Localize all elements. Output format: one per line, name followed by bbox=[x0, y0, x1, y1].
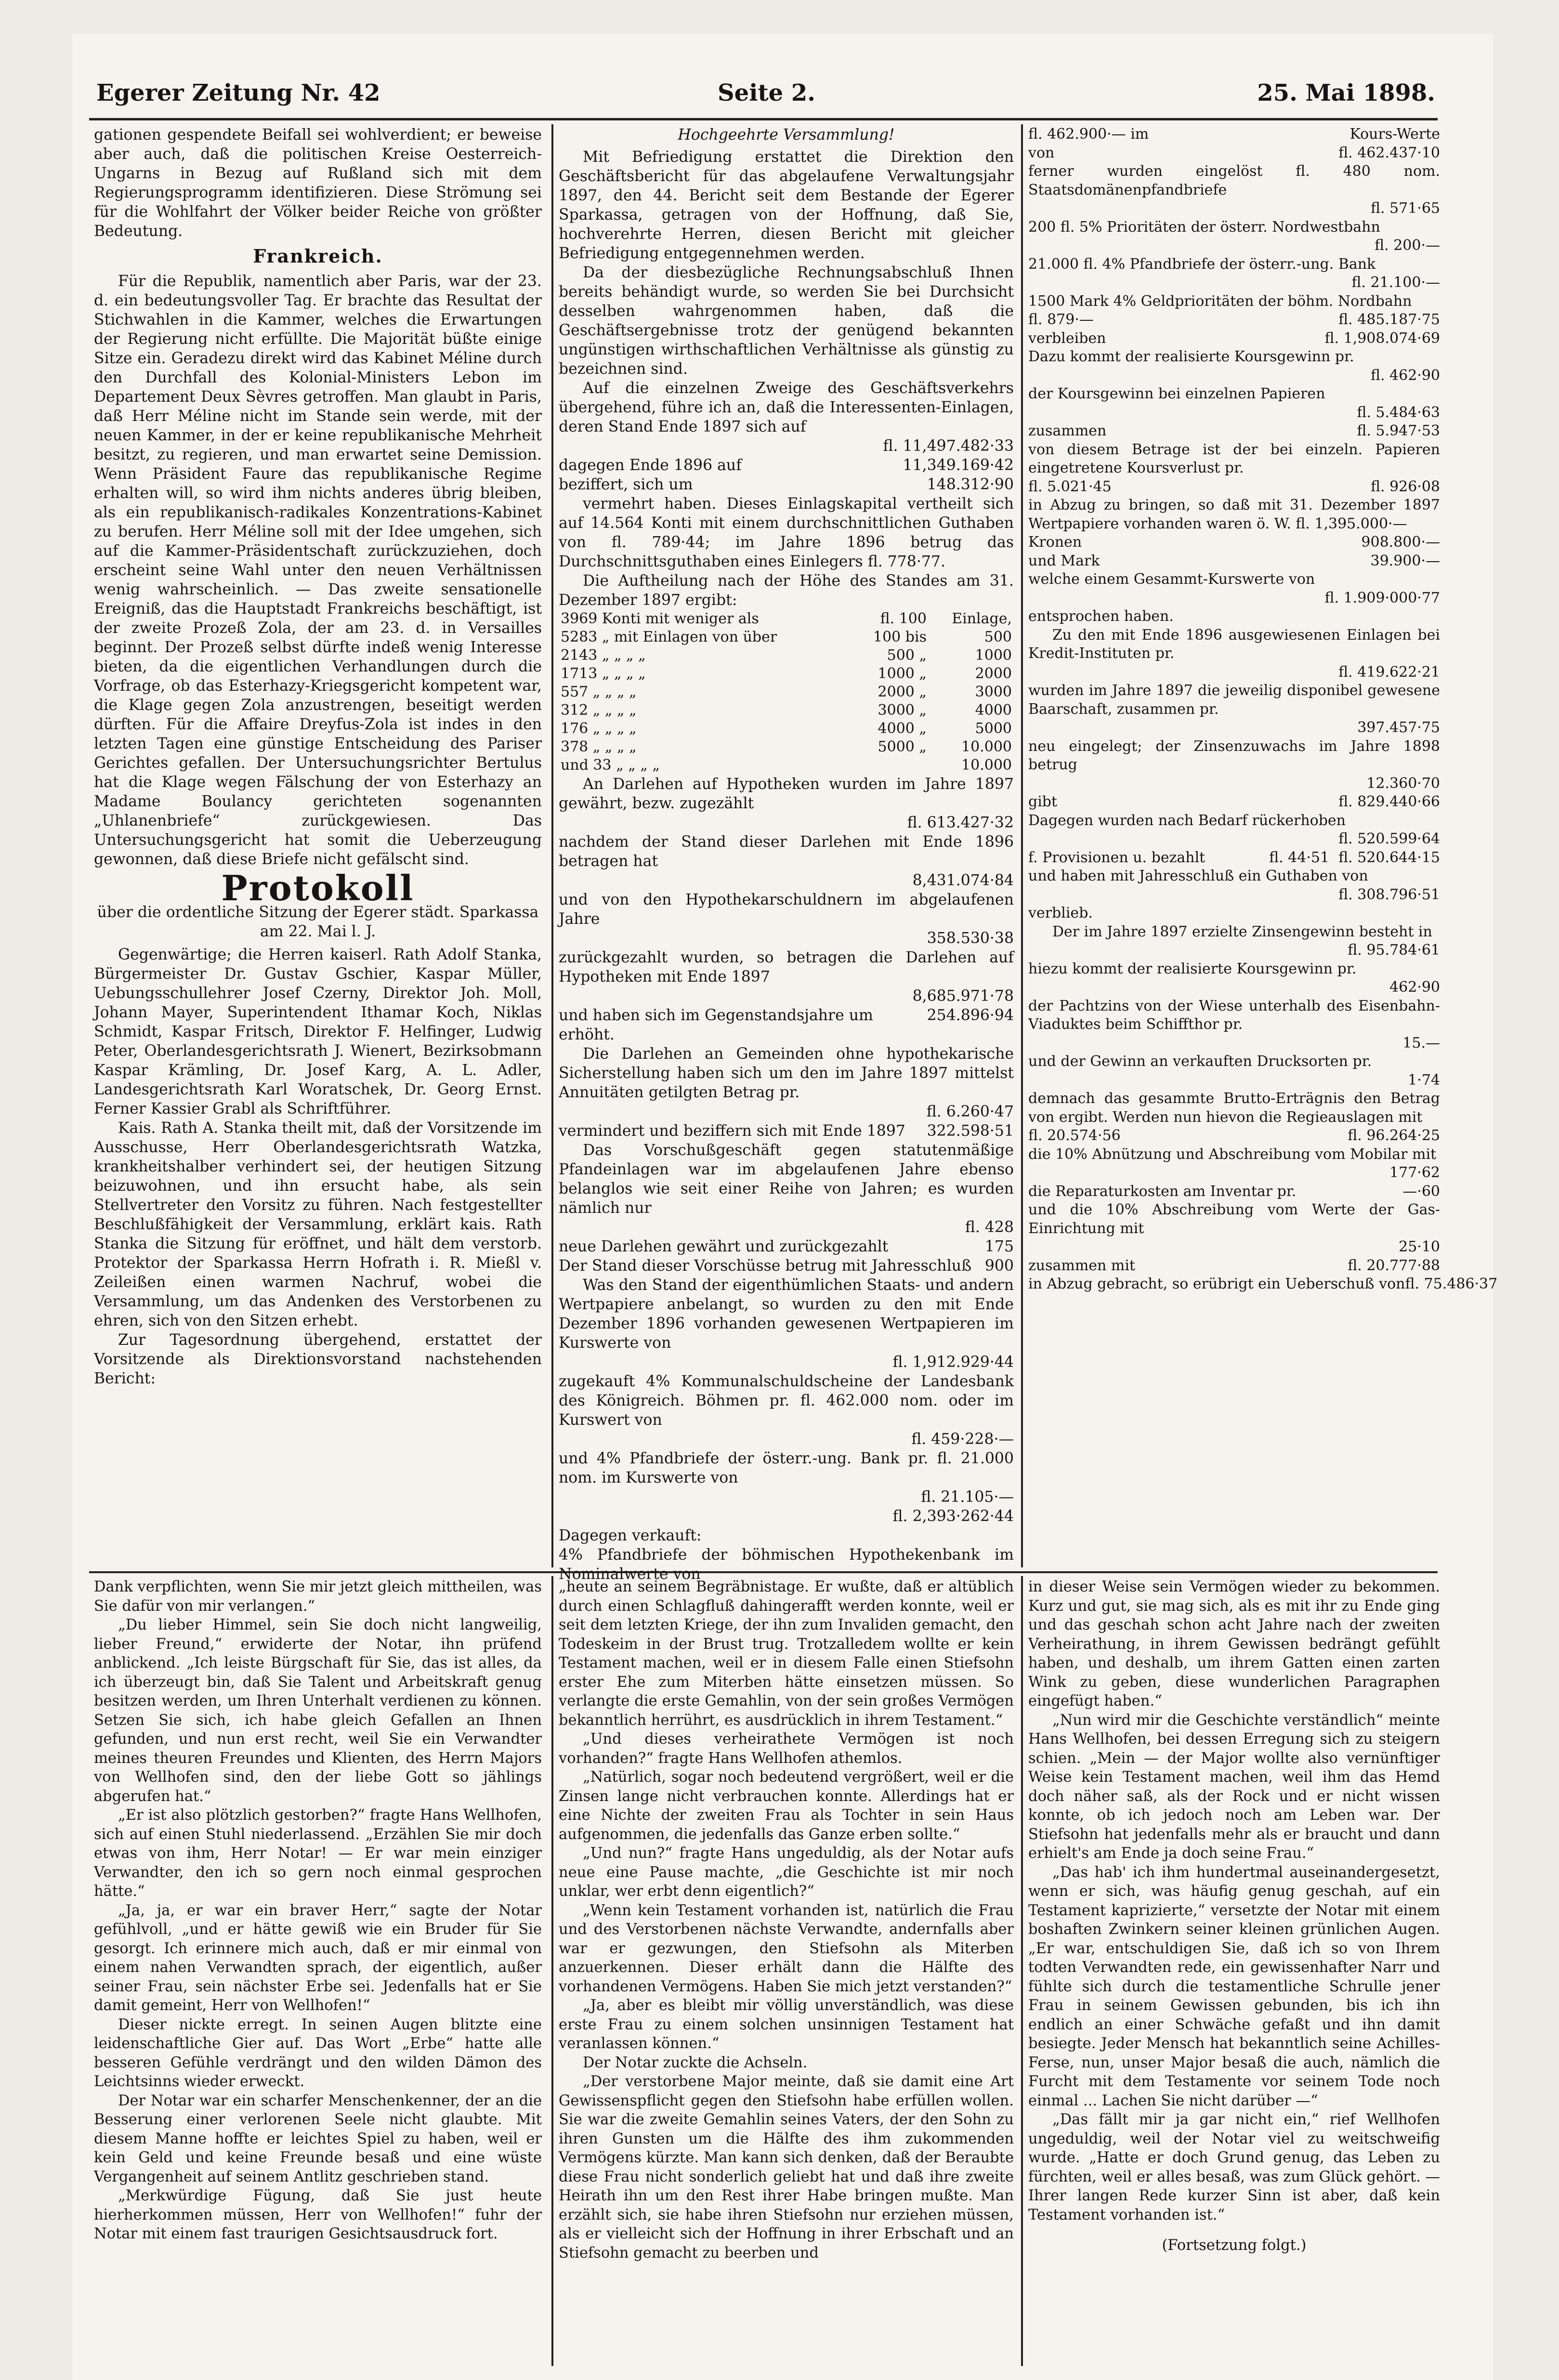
paragraph: Das Vorschußgeschäft gegen statutenmäßige Pfandeinlagen war im abgelaufenen Jahre ebenso belanglos wie seit einer Reihe von Jahren; es wurden nämlich nur bbox=[559, 1142, 1014, 1217]
column-divider-2 bbox=[1021, 124, 1023, 1567]
page-header bbox=[96, 79, 1435, 118]
paragraph: der Pachtzins von der Wiese unterhalb des Eisenbahn-Viaduktes beim Schiffthor pr. bbox=[1028, 997, 1440, 1033]
amount: 1·74 bbox=[1408, 1071, 1440, 1089]
paragraph: „Ja, ja, er war ein braver Herr,“ sagte der Notar gefühlvoll, „und er hätte gewiß wie ein Bruder für Sie gesorgt. Ich erinnere mich auch, daß er mir einmal von einem nahen Verwandten sprach, der eigentlich, außer seiner Frau, sein nächster Erbe sei. Jedenfalls hat er Sie damit gemeint, Herr von Wellhofen!“ bbox=[94, 1902, 542, 2014]
protokoll-heading: Protokoll bbox=[221, 868, 415, 908]
paragraph: hiezu kommt der realisierte Koursgewinn pr. bbox=[1028, 960, 1357, 977]
amount-row: fl. 462.900·— im Kours-Werte bbox=[1028, 126, 1440, 143]
paragraph: „Und nun?“ fragte Hans ungeduldig, als der Notar aufs neue eine Pause machte, „die Geschichte ist mir noch unklar, wer erbt denn eigentlich?“ bbox=[559, 1845, 1014, 1900]
feuilleton-column-2 bbox=[559, 1578, 1014, 2363]
deposit-distribution-table bbox=[559, 610, 1014, 775]
amount-row: von fl. 462.437·10 bbox=[1028, 144, 1440, 161]
column-3 bbox=[1028, 125, 1498, 1565]
feuilleton-column-3 bbox=[1028, 1578, 1440, 2363]
paragraph: 200 fl. 5% Prioritäten der österr. Nordwestbahn bbox=[1028, 218, 1380, 236]
amount: 397.457·75 bbox=[1357, 719, 1440, 736]
paragraph: die 10% Abnützung und Abschreibung vom Mobilar mit bbox=[1028, 1145, 1437, 1163]
report-title: Hochgeehrte Versammlung! bbox=[678, 126, 895, 144]
paragraph: neu eingelegt; der Zinsenzuwachs im Jahre 1898 betrug bbox=[1028, 737, 1440, 773]
column-divider-1 bbox=[551, 124, 553, 1567]
paragraph: Auf die einzelnen Zweige des Geschäftsverkehrs übergehend, führe ich an, daß die Interessenten-Einlagen, deren Stand Ende 1897 sich auf bbox=[559, 380, 1014, 435]
amount-row: fl. 11,497.482·33 bbox=[883, 437, 1014, 455]
amount-row: und Mark 39.900·— bbox=[1028, 552, 1440, 569]
continued-note: (Fortsetzung folgt.) bbox=[1162, 2237, 1307, 2254]
paragraph: Da der diesbezügliche Rechnungsabschluß Ihnen bereits behändigt wurde, so werden Sie bei Durchsicht desselben wahrgenommen haben, daß die Geschäftsergebnisse trotz der genügend bekannten ungünstigen wirthschaftlichen Verhältnisse als günstig zu bezeichnen sind. bbox=[559, 264, 1014, 378]
table-row: 5283 „ mit Einlagen von über 100 bis 500 bbox=[561, 629, 1012, 645]
paragraph: Der im Jahre 1897 erzielte Zinsengewinn besteht in bbox=[1052, 923, 1432, 940]
paragraph: in dieser Weise sein Vermögen wieder zu bekommen. Kurz und gut, sie mag sich, als es mit ihr zu Ende ging und das geschah schon acht Jahre nach der zweiten Verheirathung, in ihrem Gewissen bedrängt gefühlt haben, und deshalb, um ihrem Gatten einen zarten Wink zu geben, diese wunderlichen Paragraphen eingefügt haben.“ bbox=[1028, 1578, 1440, 1709]
amount-row: fl. 20.574·56 fl. 96.264·25 bbox=[1028, 1127, 1440, 1144]
amount: fl. 1,912.929·44 bbox=[892, 1354, 1014, 1371]
table-row: 1713 „ „ „ „ 1000 „ 2000 bbox=[561, 665, 1012, 682]
paragraph: Dagegen verkauft: bbox=[559, 1527, 702, 1544]
paragraph: entsprochen haben. bbox=[1028, 608, 1174, 625]
paragraph: und die 10% Abschreibung vom Werte der Gas-Einrichtung mit bbox=[1028, 1201, 1440, 1237]
amount: 25·10 bbox=[1399, 1238, 1440, 1255]
paragraph: Dagegen wurden nach Bedarf rückerhoben bbox=[1028, 812, 1346, 829]
paragraph: Für die Republik, namentlich aber Paris, war der 23. d. ein bedeutungsvoller Tag. Er brachte das Resultat der Stichwahlen in die Kammer, welches die Erwartungen der Regierung nicht erfüllte. Die Majorität büßte einige Sitze ein. Geradezu direkt wird das Kabinet Méline durch den Durchfall des Kolonial-Ministers Lebon im Departement Deux Sèvres getroffen. Man glaubt in Paris, daß Herr Méline nicht im Stande sein werde, mit der neuen Kammer, in der er keine republikanische Mehrheit besitzt, zu regieren, und man erwartet seine Demission. Wenn Präsident Faure das republikanische Regime erhalten will, so wird ihm nichts anderes übrig bleiben, als ein republikanisch-radikales Konzentrations-Kabinet zu berufen. Herr Méline soll mit der Idee umgehen, sich auf die Kammer-Präsidentschaft zurückzuziehen, doch erscheint seine Wahl unter den neuen Verhältnissen wenig wahrscheinlich. — Das zweite sensationelle Ereigniß, das die Hauptstadt Frankreichs beschäftigt, ist der zweite Prozeß Zola, der am 23. d. in Versailles beginnt. Der Prozeß selbst dürfte indeß wenig Interesse bieten, da die eigentlichen Verhandlungen durch die Vorfrage, ob das Esterhazy-Kriegsgericht kompetent war, die Klage gegen Zola anzustrengen, beseitigt werden dürften. Für die Affaire Dreyfus-Zola ist indes in den letzten Tagen eine günstige Entscheidung des Pariser Gerichtes gefallen. Der Untersuchungsrichter Bertulus hat die Klage wegen Fälschung der von Esterhazy an Madame Boulancy gerichteten sogenannten „Uhlanenbriefe“ zurückgewiesen. Das Untersuchungsgericht hat somit die Ueberzeugung gewonnen, daß diese Briefe nicht gefälscht sind. bbox=[94, 273, 542, 868]
paragraph: wurden im Jahre 1897 die jeweilig disponibel gewesene Baarschaft, zusammen pr. bbox=[1028, 682, 1440, 718]
amount: fl. 459·228·— bbox=[911, 1431, 1014, 1448]
amount-row: fl. 5.021·45 fl. 926·08 bbox=[1028, 478, 1440, 495]
paragraph: „Ja, aber es bleibt mir völlig unverständlich, was diese erste Frau zu einem solchen unsinnigen Testament hat veranlassen können.“ bbox=[559, 1997, 1014, 2052]
paragraph: „Wenn kein Testament vorhanden ist, natürlich die Frau und des Verstorbenen nächste Verwandte, andernfalls aber war er gezwungen, den Stiefsohn als Miterben anzuerkennen. Dieser erhält dann die Hälfte des vorhandenen Vermögens. Haben Sie mich jetzt verstanden?“ bbox=[559, 1902, 1014, 1995]
amount: fl. 308.796·51 bbox=[1338, 886, 1440, 903]
protokoll-subheading: über die ordentliche Sitzung der Egerer städt. Sparkassa am 22. Mai l. J. bbox=[97, 904, 539, 940]
amount: 15.— bbox=[1402, 1034, 1440, 1052]
paragraph: der Koursgewinn bei einzelnen Papieren bbox=[1028, 385, 1325, 402]
table-row: 176 „ „ „ „ 4000 „ 5000 bbox=[561, 720, 1012, 737]
table-row: 3969 Konti mit weniger als fl. 100 Einlage, bbox=[561, 610, 1012, 627]
paragraph: Mit Befriedigung erstattet die Direktion den Geschäftsbericht für das abgelaufene Verwaltungsjahr 1897, den 44. Bericht seit dem Bestande der Egerer Sparkassa, getragen von der Hoffnung, daß Sie, hochverehrte Herren, diesen Bericht mit gleicher Befriedigung entgegennehmen werden. bbox=[559, 148, 1014, 262]
amount: fl. 419.622·21 bbox=[1338, 663, 1440, 681]
paragraph: „Das fällt mir ja gar nicht ein,“ rief Wellhofen ungeduldig, weil der Notar viel zu weitschweifig wurde. „Hatte er doch Grund genug, das Leben zu fürchten, weil er alles besaß, was zum Glück gehört. — Ihrer langen Rede kurzer Sinn ist aber, daß kein Testament vorhanden ist.“ bbox=[1028, 2111, 1440, 2223]
paragraph: vermehrt haben. Dieses Einlagskapital vertheilt sich auf 14.564 Konti mit einem durchschnittlichen Guthaben von fl. 789·44; im Jahre 1896 betrug das Durchschnittsguthaben eines Einlegers fl. 778·77. bbox=[559, 495, 1014, 570]
paragraph: Was den Stand der eigenthümlichen Staats- und andern Wertpapiere anbelangt, so wurden zu den mit Ende Dezember 1896 vorhanden gewesenen Wertpapieren im Kurswerte von bbox=[559, 1276, 1014, 1352]
table-row: 2143 „ „ „ „ 500 „ 1000 bbox=[561, 647, 1012, 664]
section-heading-frankreich: Frankreich. bbox=[253, 245, 383, 267]
paragraph: „Nun wird mir die Geschichte verständlich“ meinte Hans Wellhofen, bei dessen Erregung sich zu steigern schien. „Mein — der Major wollte also vernünftiger Weise kein Testament machen, weil ihm das Hemd doch näher saß, als der Rock und er nicht wissen konnte, ob ich jedoch noch am Leben war. Der Stiefsohn hat jedenfalls mehr als er braucht und dann erhielt's am Ende ja doch seine Frau.“ bbox=[1028, 1711, 1440, 1862]
paragraph: An Darlehen auf Hypotheken wurden im Jahre 1897 gewährt, bezw. zugezählt bbox=[559, 776, 1014, 812]
amount: 8,431.074·84 bbox=[912, 872, 1014, 889]
amount: fl. 571·65 bbox=[1370, 200, 1440, 217]
table-row: 312 „ „ „ „ 3000 „ 4000 bbox=[561, 702, 1012, 719]
amount-row: neue Darlehen gewährt und zurückgezahlt 175 bbox=[559, 1238, 1014, 1255]
paragraph: gationen gespendete Beifall sei wohlverdient; er beweise aber auch, daß die politischen Kreise Oesterreich-Ungarns in Bezug auf Rußland sich mit dem Regierungsprogramm identifizieren. Diese Strömung sei für die Wohlfahrt der Völker beider Reiche von größter Bedeutung. bbox=[94, 126, 542, 240]
amount: fl. 200·— bbox=[1375, 237, 1440, 254]
paragraph: welche einem Gesammt-Kurswerte von bbox=[1028, 571, 1315, 588]
amount-total: fl. 2,393·262·44 bbox=[892, 1508, 1014, 1525]
table-row: und 33 „ „ „ „ 10.000 bbox=[561, 757, 1012, 774]
paragraph: 4% Pfandbriefe der böhmischen Hypothekenbank im Nominalwerte von bbox=[559, 1546, 1014, 1583]
amount: fl. 520.599·64 bbox=[1338, 830, 1440, 847]
feuilleton-column-1 bbox=[94, 1578, 542, 2363]
paragraph: Zur Tagesordnung übergehend, erstattet der Vorsitzende als Direktionsvorstand nachstehenden Bericht: bbox=[94, 1331, 542, 1387]
amount-row: verbleiben fl. 1,908.074·69 bbox=[1028, 329, 1440, 347]
paragraph: verblieb. bbox=[1028, 905, 1093, 921]
amount: fl. 462·90 bbox=[1370, 367, 1440, 384]
amount-row: und haben sich im Gegenstandsjahre um 254.896·94 bbox=[559, 1007, 1014, 1024]
paragraph: und von den Hypothekarschuldnern im abgelaufenen Jahre bbox=[559, 891, 1014, 928]
paragraph: „Du lieber Himmel, sein Sie doch nicht langweilig, lieber Freund,“ erwiderte der Notar, ihn prüfend anblickend. „Ich leiste Bürgschaft für Sie, das ist alles, da ich überzeugt bin, daß Sie Talent und Arbeitskraft genug besitzen werden, um Ihren Unterhalt verdienen zu können. Setzen Sie sich, ich habe gleich Gefallen an Ihnen gefunden, und nun erst recht, weil Sie ein Verwandter meines theuren Freundes und Klienten, des Herrn Majors von Wellhofen sind, den der liebe Gott so jählings abgerufen hat.“ bbox=[94, 1617, 542, 1805]
column-2 bbox=[559, 125, 1014, 1583]
header-rule bbox=[89, 118, 1438, 120]
paragraph: und 4% Pfandbriefe der österr.-ung. Bank pr. fl. 21.000 nom. im Kurswerte von bbox=[559, 1450, 1014, 1486]
amount: fl. 95.784·61 bbox=[1348, 942, 1440, 959]
table-row: 378 „ „ „ „ 5000 „ 10.000 bbox=[561, 738, 1012, 755]
amount: fl. 5.484·63 bbox=[1357, 404, 1440, 421]
amount: fl. 1.909·000·77 bbox=[1324, 589, 1440, 606]
paragraph: „Merkwürdige Fügung, daß Sie just heute hierherkommen müssen, Herr von Wellhofen!“ fuhr der Notar mit einem fast traurigen Gesichtsausdruck fort. bbox=[94, 2187, 542, 2242]
amount-row: vermindert und beziffern sich mit Ende 1897 322.598·51 bbox=[559, 1122, 1014, 1140]
paragraph: zurückgezahlt wurden, so betragen die Darlehen auf Hypotheken mit Ende 1897 bbox=[559, 949, 1014, 986]
amount-row: gibt fl. 829.440·66 bbox=[1028, 793, 1440, 810]
amount-row: zusammen mit fl. 20.777·88 bbox=[1028, 1257, 1440, 1274]
feuilleton-divider-1 bbox=[551, 1576, 553, 2366]
paragraph: von diesem Betrage ist der bei einzeln. Papieren eingetretene Koursverlust pr. bbox=[1028, 441, 1440, 476]
amount: 462·90 bbox=[1389, 979, 1440, 996]
paragraph: demnach das gesammte Brutto-Erträgnis den Betrag von ergibt. Werden nun hievon die Regieauslagen mit bbox=[1028, 1090, 1440, 1126]
paragraph: 21.000 fl. 4% Pfandbriefe der österr.-ung. Bank bbox=[1028, 255, 1376, 273]
amount: fl. 6.260·47 bbox=[926, 1103, 1014, 1120]
amount: fl. 613.427·32 bbox=[907, 814, 1014, 831]
amount-row: zusammen fl. 5.947·53 bbox=[1028, 422, 1440, 439]
amount-row: dagegen Ende 1896 auf 11,349.169·42 bbox=[559, 457, 1014, 474]
table-row: 557 „ „ „ „ 2000 „ 3000 bbox=[561, 684, 1012, 700]
paragraph: Dieser nickte erregt. In seinen Augen blitzte eine leidenschaftliche Gier auf. Das Wort „Erbe“ hatte alle besseren Gefühle verdrängt und den wilden Dämon des Leichtsinns wieder erweckt. bbox=[94, 2016, 542, 2090]
paragraph: Der Notar zuckte die Achseln. bbox=[583, 2054, 808, 2071]
amount-row: in Abzug gebracht, so erübrigt ein Ueberschuß von fl. 75.486·37 bbox=[1028, 1275, 1498, 1292]
paragraph: „Er ist also plötzlich gestorben?“ fragte Hans Wellhofen, sich auf einen Stuhl niederlassend. „Erzählen Sie mir doch etwas von ihm, Herr Notar! — Er war mein einziger Verwandter, den ich so gern noch einmal gesprochen hätte.“ bbox=[94, 1807, 542, 1900]
amount: fl. 21.105·— bbox=[921, 1488, 1014, 1506]
paragraph: „Und dieses verheirathete Vermögen ist noch vorhanden?“ fragte Hans Wellhofen athemlos. bbox=[559, 1731, 1014, 1767]
paragraph: Gegenwärtige; die Herren kaiserl. Rath Adolf Stanka, Bürgermeister Dr. Gustav Gschier, Kaspar Müller, Uebungsschullehrer Josef Czerny, Direktor Joh. Moll, Johann Mayer, Superintendent Ithamar Koch, Niklas Schmidt, Kaspar Fritsch, Direktor F. Helfinger, Ludwig Peter, Oberlandesgerichtsrath J. Wienert, Bezirksobmann Kaspar Krämling, Dr. Josef Karg, A. L. Adler, Landesgerichtsrath Karl Woratschek, Dr. Georg Ernst. Ferner Kassier Grabl als Schriftführer. bbox=[94, 946, 542, 1118]
paragraph: Die Darlehen an Gemeinden ohne hypothekarische Sicherstellung haben sich um den im Jahre 1897 mittelst Annuitäten getilgten Betrag pr. bbox=[559, 1045, 1014, 1101]
amount: fl. 21.100·— bbox=[1351, 274, 1440, 291]
paragraph: ferner wurden eingelöst fl. 480 nom. Staatsdomänenpfandbriefe bbox=[1028, 163, 1440, 198]
amount-row: Kronen 908.800·— bbox=[1028, 534, 1440, 551]
column-1 bbox=[94, 125, 542, 1565]
issue-date: 25. Mai 1898. bbox=[1257, 79, 1435, 106]
paragraph: erhöht. bbox=[559, 1026, 615, 1043]
page-number: Seite 2. bbox=[718, 79, 815, 106]
paragraph: „heute an seinem Begräbnistage. Er wußte, daß er altüblich durch einen Schlagfluß dahingerafft werden konnte, weil er seit dem letzten Kriege, der ihn zum Invaliden gemacht, den Todeskeim in der Brust trug. Trotzalledem wollte er kein Testament machen, weil er in diesem Falle einen Stiefsohn erster Ehe zum Miterben hätte einsetzen müssen. So verlangte die erste Gemahlin, von der sein großes Vermögen bekanntlich herrührt, es ausdrücklich in ihrem Testament.“ bbox=[559, 1578, 1014, 1729]
amount-row: die Reparaturkosten am Inventar pr. —·60 bbox=[1028, 1183, 1440, 1200]
paragraph: „Der verstorbene Major meinte, daß sie damit eine Art Gewissenspflicht gegen den Stiefsohn habe erfüllen wollen. Sie war die zweite Gemahlin seines Vaters, der den Sohn zu ihren Gunsten um die Hälfte des ihm zukommenden Vermögens kürzte. Man kann sich denken, daß der Beraubte diese Frau nicht sonderlich geliebt hat und daß ihre zweite Heirath ihn um den Rest ihrer Habe bringen mußte. Man erzählt sich, sie habe ihren Stiefsohn nur erziehen müssen, als er vielleicht sich der Hoffnung in ihrer Erbschaft und an Stiefsohn gemacht zu beerben und bbox=[559, 2073, 1014, 2262]
newspaper-title: Egerer Zeitung Nr. 42 bbox=[96, 79, 380, 106]
amount: 8,685.971·78 bbox=[912, 987, 1014, 1005]
paragraph: Der Notar war ein scharfer Menschenkenner, der an die Besserung einer verlorenen Seele nicht glaubte. Mit diesem Manne hoffte er leichtes Spiel zu haben, weil er kein Geld und keine Freunde besaß und eine wüste Vergangenheit auf seinem Antlitz geschrieben stand. bbox=[94, 2092, 542, 2185]
amount-row: Der Stand dieser Vorschüsse betrug mit Jahresschluß 900 bbox=[559, 1257, 1014, 1275]
amount: 177·62 bbox=[1389, 1164, 1440, 1181]
amount-row: beziffert, sich um 148.312·90 bbox=[559, 476, 1014, 493]
paragraph: nachdem der Stand dieser Darlehen mit Ende 1896 betragen hat bbox=[559, 833, 1014, 870]
paragraph: in Abzug zu bringen, so daß mit 31. Dezember 1897 Wertpapiere vorhanden waren ö. W. fl. 1,395.000·— bbox=[1028, 497, 1440, 532]
paragraph: „Das hab' ich ihm hundertmal auseinandergesetzt, wenn er sich, was häufig genug geschah, auf ein Testament kaprizierte,“ versetzte der Notar mit einem boshaften Zwinkern seiner kleinen grünlichen Augen. „Er war, entschuldigen Sie, daß ich so von Ihrem todten Verwandten rede, ein gewissenhafter Narr und fühlte sich durch die testamentliche Schrulle jener Frau in seinem Gewissen gebunden, bis ich ihn endlich an einer Schwäche gefaßt und ihn damit besiegte. Jeder Mensch hat bekanntlich seine Achilles-Ferse, nun, unser Major besaß die auch, nämlich die Furcht mit dem Testamente vor seinem Tode noch einmal ... Lachen Sie nicht darüber —“ bbox=[1028, 1864, 1440, 2109]
paragraph: „Natürlich, sogar noch bedeutend vergrößert, weil er die Zinsen lange nicht verbrauchen konnte. Allerdings hat er eine Nichte der zweiten Frau als Tochter in sein Haus aufgenommen, die jedenfalls das Ganze erben sollte.“ bbox=[559, 1769, 1014, 1843]
paragraph: Dank verpflichten, wenn Sie mir jetzt gleich mittheilen, was Sie dafür von mir verlangen.“ bbox=[94, 1578, 542, 1615]
paragraph: 1500 Mark 4% Geldprioritäten der böhm. Nordbahn bbox=[1028, 292, 1412, 310]
amount: fl. 428 bbox=[965, 1219, 1014, 1236]
paragraph: zugekauft 4% Kommunalschuldscheine der Landesbank des Königreich. Böhmen pr. fl. 462.000 nom. oder im Kurswert von bbox=[559, 1373, 1014, 1429]
paragraph: und haben mit Jahresschluß ein Guthaben von bbox=[1028, 868, 1368, 884]
paragraph: Zu den mit Ende 1896 ausgewiesenen Einlagen bei Kredit-Instituten pr. bbox=[1028, 626, 1440, 662]
paragraph: und der Gewinn an verkauften Drucksorten pr. bbox=[1028, 1053, 1372, 1070]
paragraph: Dazu kommt der realisierte Koursgewinn pr. bbox=[1028, 348, 1354, 365]
amount: 12.360·70 bbox=[1366, 775, 1440, 792]
amount-row: f. Provisionen u. bezahlt fl. 44·51 fl. 520.644·15 bbox=[1028, 849, 1440, 866]
paragraph: Kais. Rath A. Stanka theilt mit, daß der Vorsitzende im Ausschusse, Herr Oberlandesgerichtsrath Watzka, krankheitshalber verhindert sei, der heutigen Sitzung beizuwohnen, und ihn ersucht habe, als sein Stellvertreter den Vorsitz zu führen. Nach festgestellter Beschlußfähigkeit der Versammlung, erklärt kais. Rath Stanka die Sitzung für eröffnet, und hält dem verstorb. Protektor der Sparkassa Herrn Hofrath i. R. Mießl v. Zeileißen einen warmen Nachruf, wobei die Versammlung, um das Andenken des Verstorbenen zu ehren, sich von den Sitzen erhebt. bbox=[94, 1119, 542, 1329]
amount-row: fl. 879·— fl. 485.187·75 bbox=[1028, 311, 1440, 328]
feuilleton-divider-2 bbox=[1021, 1576, 1023, 2366]
amount: 358.530·38 bbox=[927, 930, 1014, 947]
paragraph: Die Auftheilung nach der Höhe des Standes am 31. Dezember 1897 ergibt: bbox=[559, 572, 1014, 609]
